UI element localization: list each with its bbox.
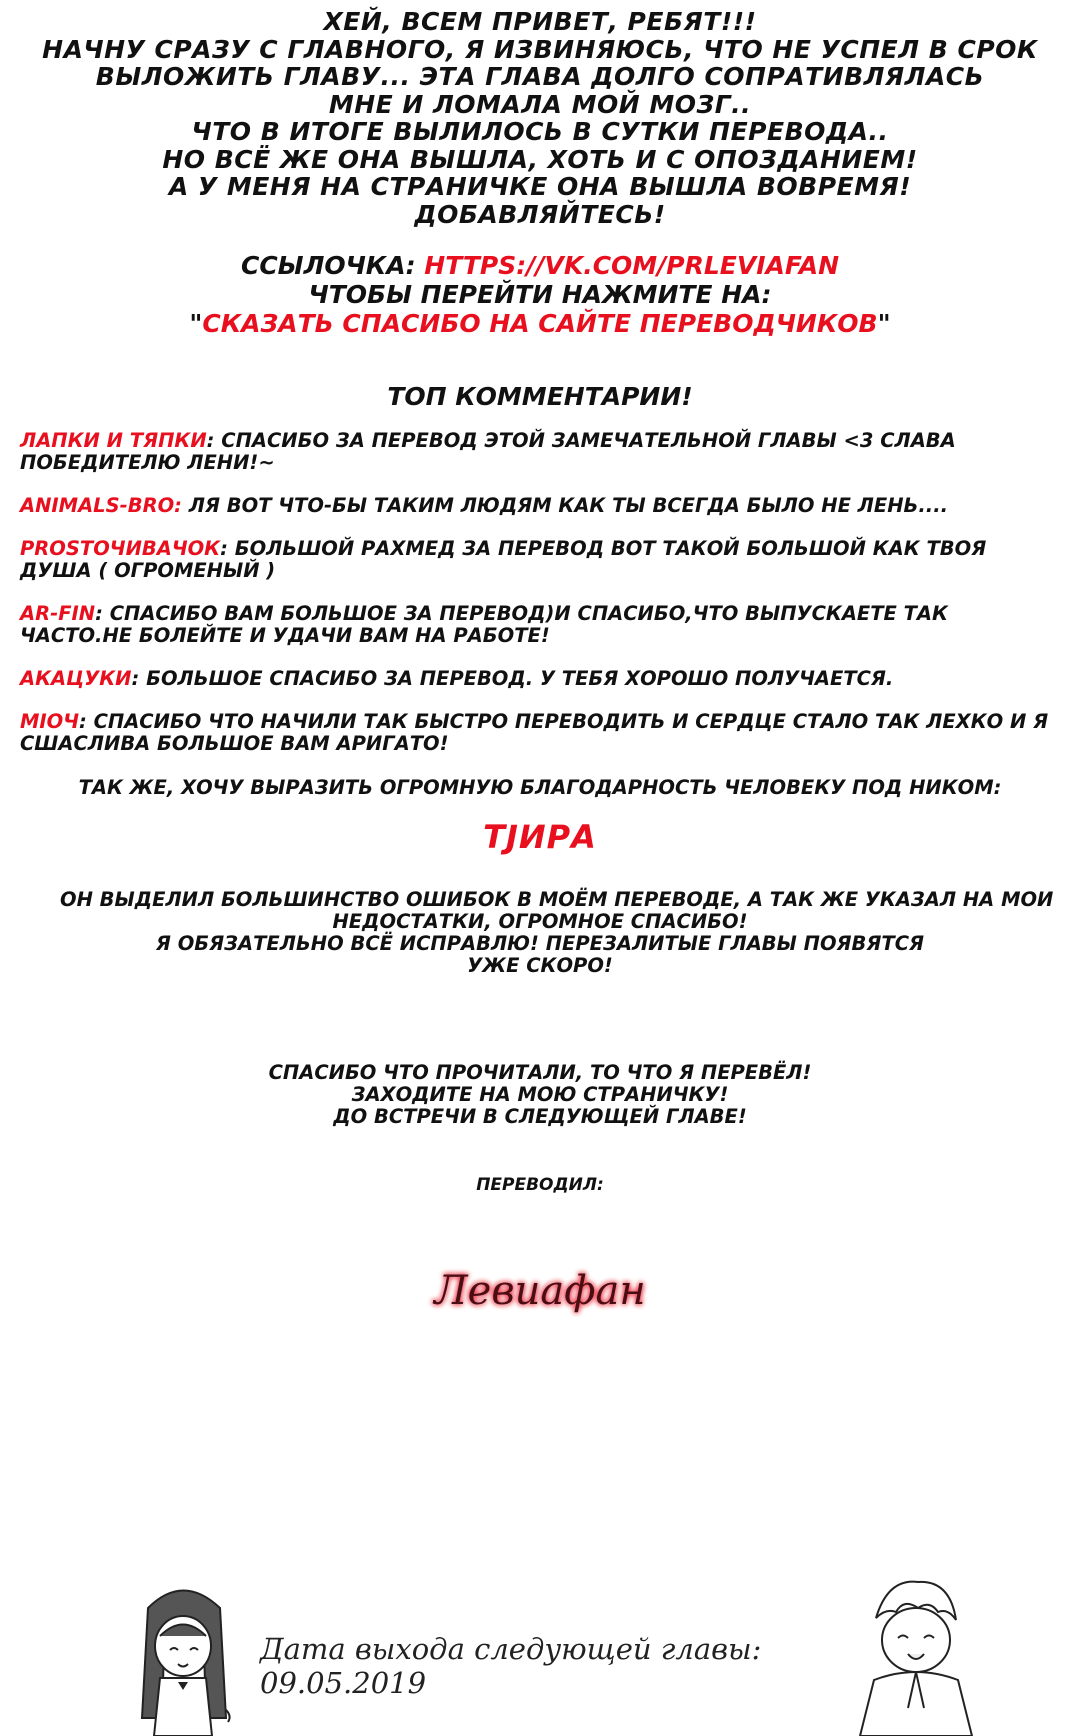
comment-text: ЛЯ ВОТ ЧТО-БЫ ТАКИМ ЛЮДЯМ КАК ТЫ ВСЕГДА БЫЛО НЕ ЛЕНЬ.... xyxy=(181,494,949,517)
comment-author: MIОЧ xyxy=(20,710,79,733)
say-thanks-link[interactable]: СКАЗАТЬ СПАСИБО НА САЙТЕ ПЕРЕВОДЧИКОВ xyxy=(202,309,878,338)
comment-author: ЛАПКИ И ТЯПКИ xyxy=(20,429,207,452)
quote-close: " xyxy=(877,309,891,338)
quote-open: " xyxy=(189,309,203,338)
intro-line: ВЫЛОЖИТЬ ГЛАВУ... ЭТА ГЛАВА ДОЛГО СОПРАТИВЛЯЛАСЬ xyxy=(95,62,985,91)
link-line xyxy=(40,251,1040,280)
outro-line: ДО ВСТРЕЧИ В СЛЕДУЮЩЕЙ ГЛАВЕ! xyxy=(333,1105,747,1128)
comment-author: AR-FIN xyxy=(20,602,96,625)
translated-by-label: ПЕРЕВОДИЛ: xyxy=(476,1175,604,1195)
editor-nickname: TJИРА xyxy=(483,818,597,856)
vk-link[interactable]: HTTPS://VK.COM/PRLEVIAFAN xyxy=(424,251,840,280)
thanks-link-line xyxy=(40,309,1040,338)
note-line: ОН ВЫДЕЛИЛ БОЛЬШИНСТВО ОШИБОК В МОЁМ ПЕРЕВОДЕ, А ТАК ЖЕ УКАЗАЛ НА МОИ xyxy=(60,888,1054,911)
next-chapter-date: Дата выхода следующей главы: 09.05.2019 xyxy=(260,1632,762,1700)
comment-item xyxy=(20,538,1060,582)
comment-author: PROSTOЧИВАЧОК xyxy=(20,537,221,560)
girl-character-illustration xyxy=(108,1568,258,1736)
translator-signature xyxy=(400,1250,680,1330)
link-label: ССЫЛОЧКА: xyxy=(240,251,425,280)
intro-line: ДОБАВЛЯЙТЕСЬ! xyxy=(414,199,666,229)
comment-text: : БОЛЬШОЕ СПАСИБО ЗА ПЕРЕВОД. У ТЕБЯ ХОРОШО ПОЛУЧАЕТСЯ. xyxy=(131,667,894,690)
note-line: УЖЕ СКОРО! xyxy=(467,954,613,977)
link-instruction: ЧТОБЫ ПЕРЕЙТИ НАЖМИТЕ НА: xyxy=(308,280,772,309)
note-line: Я ОБЯЗАТЕЛЬНО ВСЁ ИСПРАВЛЮ! ПЕРЕЗАЛИТЫЕ ГЛАВЫ ПОЯВЯТСЯ xyxy=(155,932,925,955)
boy-character-illustration xyxy=(838,1568,988,1736)
top-comments-list xyxy=(20,430,1060,776)
intro-line: ХЕЙ, ВСЕМ ПРИВЕТ, РЕБЯТ!!! xyxy=(323,7,757,36)
link-block xyxy=(40,251,1040,338)
intro-line: НО ВСЁ ЖЕ ОНА ВЫШЛА, ХОТЬ И С ОПОЗДАНИЕМ! xyxy=(162,144,918,174)
comment-author: ANIMALS-BRO: xyxy=(20,494,182,517)
intro-line: МНЕ И ЛОМАЛА МОЙ МОЗГ.. xyxy=(328,89,752,119)
comment-item xyxy=(20,430,1060,474)
comment-item xyxy=(20,495,1060,517)
intro-line: НАЧНУ СРАЗУ С ГЛАВНОГО, Я ИЗВИНЯЮСЬ, ЧТО НЕ УСПЕЛ В СРОК xyxy=(42,34,1038,64)
intro-line: А У МЕНЯ НА СТРАНИЧКЕ ОНА ВЫШЛА ВОВРЕМЯ! xyxy=(168,172,912,201)
comment-text: : СПАСИБО ЧТО НАЧИЛИ ТАК БЫСТРО ПЕРЕВОДИТЬ И СЕРДЦЕ СТАЛО ТАК ЛЕХКО И Я СШАСЛИВА БОЛЬШОЕ ВАМ АРИГАТО! xyxy=(20,710,1049,755)
note-line: НЕДОСТАТКИ, ОГРОМНОЕ СПАСИБО! xyxy=(332,910,748,933)
gratitude-line: ТАК ЖЕ, ХОЧУ ВЫРАЗИТЬ ОГРОМНУЮ БЛАГОДАРНОСТЬ ЧЕЛОВЕКУ ПОД НИКОМ: xyxy=(78,776,1002,799)
intro-line: ЧТО В ИТОГЕ ВЫЛИЛОСЬ В СУТКИ ПЕРЕВОДА.. xyxy=(191,117,889,146)
signature-text: Левиафан xyxy=(434,1268,646,1314)
comment-text: : СПАСИБО ВАМ БОЛЬШОЕ ЗА ПЕРЕВОД)И СПАСИБО,ЧТО ВЫПУСКАЕТЕ ТАК ЧАСТО.НЕ БОЛЕЙТЕ И УДАЧИ ВАМ НА РАБОТЕ! xyxy=(20,602,948,647)
outro-line: СПАСИБО ЧТО ПРОЧИТАЛИ, ТО ЧТО Я ПЕРЕВЁЛ! xyxy=(268,1061,812,1084)
editor-note xyxy=(60,888,1054,977)
comment-author: АКАЦУКИ xyxy=(20,667,132,690)
comment-text: : БОЛЬШОЙ РАХМЕД ЗА ПЕРЕВОД ВОТ ТАКОЙ БОЛЬШОЙ КАК ТВОЯ ДУША ( ОГРОМЕНЫЙ ) xyxy=(20,537,987,582)
top-comments-title: ТОП КОММЕНТАРИИ! xyxy=(387,382,693,411)
comment-item xyxy=(20,668,1060,690)
comment-item xyxy=(20,711,1060,755)
intro-message xyxy=(40,8,1040,228)
comment-text: : СПАСИБО ЗА ПЕРЕВОД ЭТОЙ ЗАМЕЧАТЕЛЬНОЙ ГЛАВЫ <3 СЛАВА ПОБЕДИТЕЛЮ ЛЕНИ!~ xyxy=(20,429,956,474)
outro-message xyxy=(60,1062,1020,1128)
outro-line: ЗАХОДИТЕ НА МОЮ СТРАНИЧКУ! xyxy=(351,1083,729,1106)
comment-item xyxy=(20,603,1060,647)
